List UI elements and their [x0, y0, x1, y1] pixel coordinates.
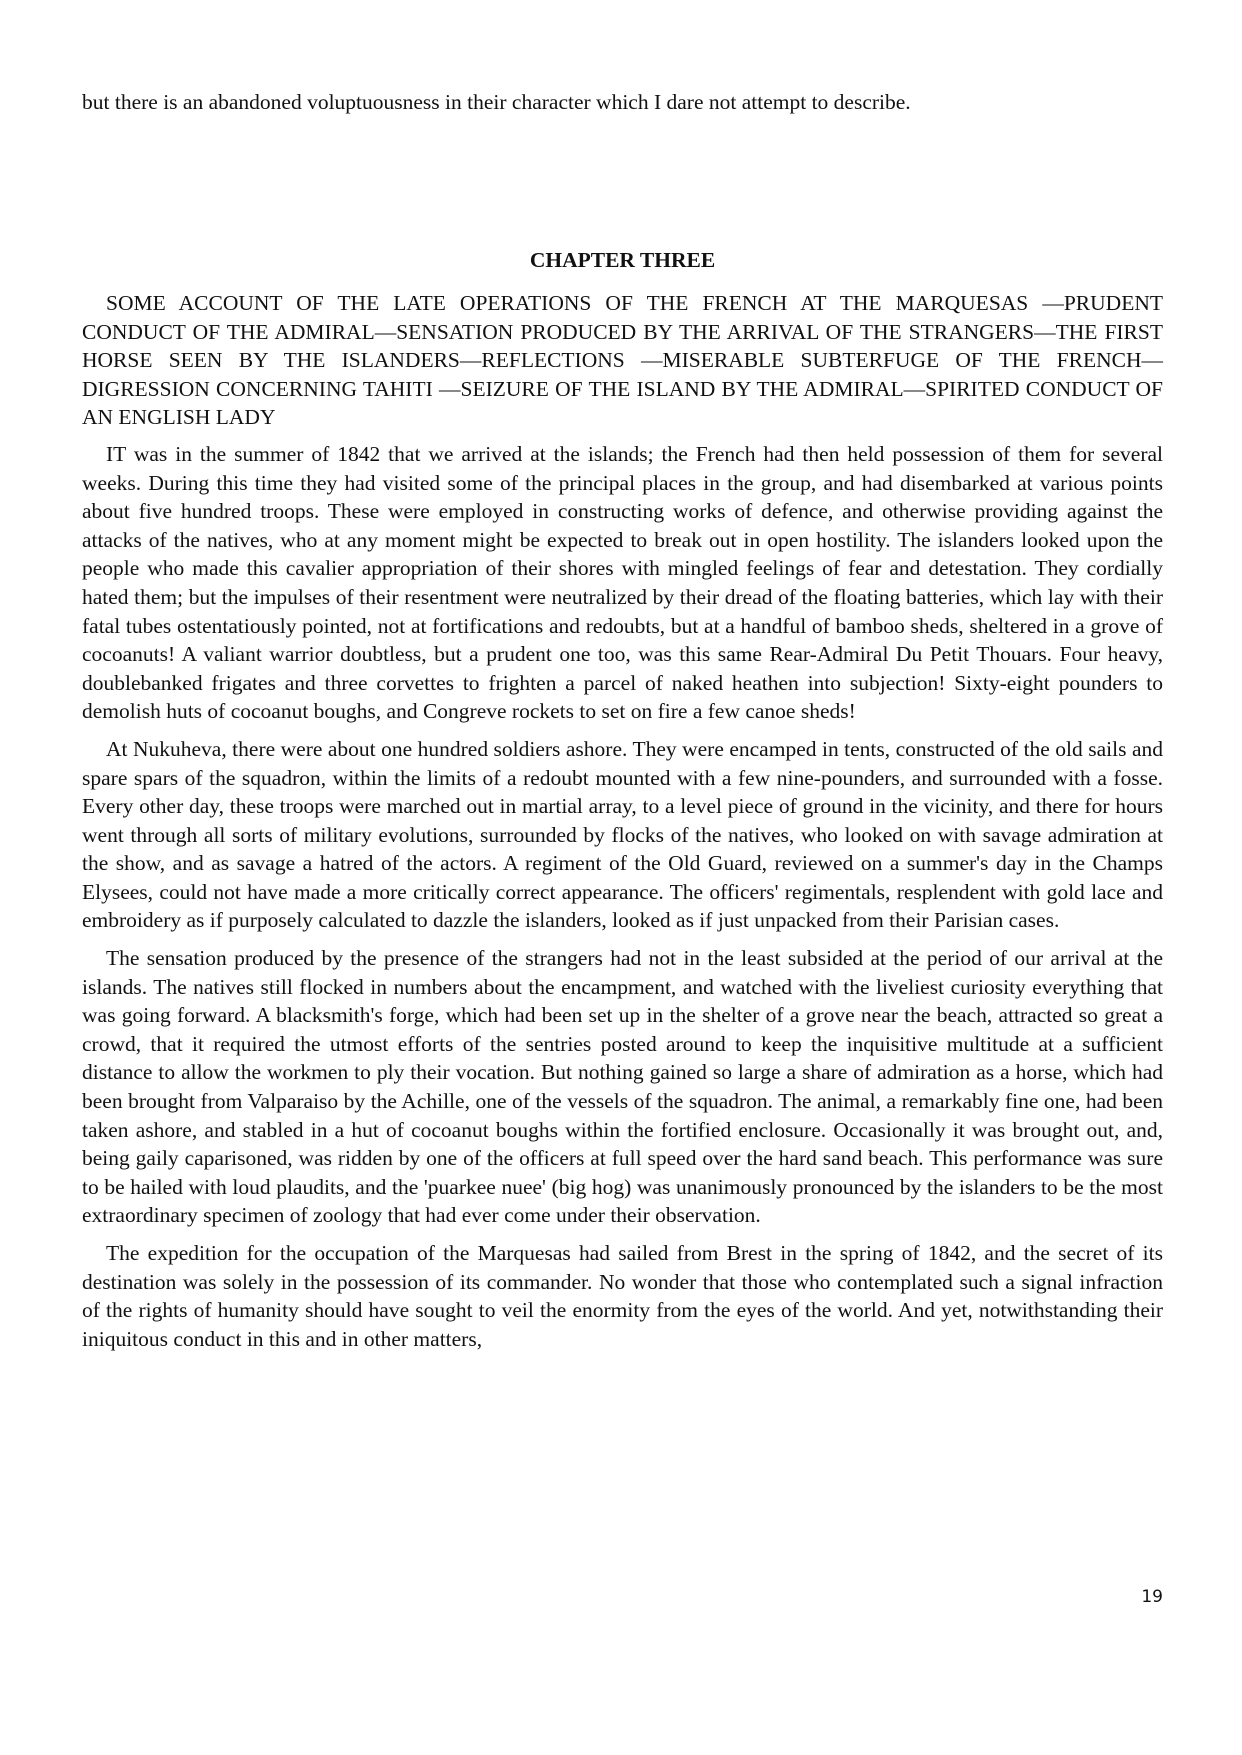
carryover-text: but there is an abandoned voluptuousness in their character which I dare not attempt to describe. — [82, 90, 911, 114]
chapter-body — [82, 289, 1163, 1362]
document-page — [82, 0, 1163, 1755]
page-number: 19 — [1141, 1587, 1163, 1607]
paragraph: At Nukuheva, there were about one hundred soldiers ashore. They were encamped in tents, constructed of the old sails and spare spars of the squadron, within the limits of a redoubt mounted with a few nine-pounders, and surrounded with a fosse. Every other day, these troops were marched out in martial array, to a level piece of ground in the vicinity, and there for hours went through all sorts of military evolutions, surrounded by flocks of the natives, who looked on with savage admiration at the show, and as savage a hatred of the actors. A regiment of the Old Guard, reviewed on a summer's day in the Champs Elysees, could not have made a more critically correct appearance. The officers' regimentals, resplendent with gold lace and embroidery as if purposely calculated to dazzle the islanders, looked as if just unpacked from their Parisian cases. — [82, 736, 1163, 933]
chapter-title: CHAPTER THREE — [529, 248, 716, 272]
chapter-synopsis: SOME ACCOUNT OF THE LATE OPERATIONS OF THE FRENCH AT THE MARQUESAS —PRUDENT CONDUCT OF THE ADMIRAL—SENSATION PRODUCED BY THE ARRIVAL OF THE STRANGERS—THE FIRST HORSE SEEN BY THE ISLANDERS—REFLECTIONS —MISERABLE SUBTERFUGE OF THE FRENCH—DIGRESSION CONCERNING TAHITI —SEIZURE OF THE ISLAND BY THE ADMIRAL—SPIRITED CONDUCT OF AN ENGLISH LADY — [82, 291, 1163, 430]
paragraph: The sensation produced by the presence of the strangers had not in the least subsided at the period of our arrival at the islands. The natives still flocked in numbers about the encampment, and watched with the liveliest curiosity everything that was going forward. A blacksmith's forge, which had been set up in the shelter of a grove near the beach, attracted so great a crowd, that it required the utmost efforts of the sentries posted around to keep the inquisitive multitude at a sufficient distance to allow the workmen to ply their vocation. But nothing gained so large a share of admiration as a horse, which had been brought from Valparaiso by the Achille, one of the vessels of the squadron. The animal, a remarkably fine one, had been taken ashore, and stabled in a hut of cocoanut boughs within the fortified enclosure. Occasionally it was brought out, and, being gaily caparisoned, was ridden by one of the officers at full speed over the hard sand beach. This performance was sure to be hailed with loud plaudits, and the 'puarkee nuee' (big hog) was unanimously pronounced by the islanders to be the most extraordinary specimen of zoology that had ever come under their observation. — [82, 946, 1163, 1228]
paragraph: The expedition for the occupation of the Marquesas had sailed from Brest in the spring of 1842, and the secret of its destination was solely in the possession of its commander. No wonder that those who contemplated such a signal infraction of the rights of humanity should have sought to veil the enormity from the eyes of the world. And yet, notwithstanding their iniquitous conduct in this and in other matters, — [82, 1241, 1163, 1351]
paragraph: IT was in the summer of 1842 that we arrived at the islands; the French had then held possession of them for several weeks. During this time they had visited some of the principal places in the group, and had disembarked at various points about five hundred troops. These were employed in constructing works of defence, and otherwise providing against the attacks of the natives, who at any moment might be expected to break out in open hostility. The islanders looked upon the people who made this cavalier appropriation of their shores with mingled feelings of fear and detestation. They cordially hated them; but the impulses of their resentment were neutralized by their dread of the floating batteries, which lay with their fatal tubes ostentatiously pointed, not at fortifications and redoubts, but at a handful of bamboo sheds, sheltered in a grove of cocoanuts! A valiant warrior doubtless, but a prudent one too, was this same Rear-Admiral Du Petit Thouars. Four heavy, doublebanked frigates and three corvettes to frighten a parcel of naked heathen into subjection! Sixty-eight pounders to demolish huts of cocoanut boughs, and Congreve rockets to set on fire a few canoe sheds! — [82, 441, 1163, 724]
